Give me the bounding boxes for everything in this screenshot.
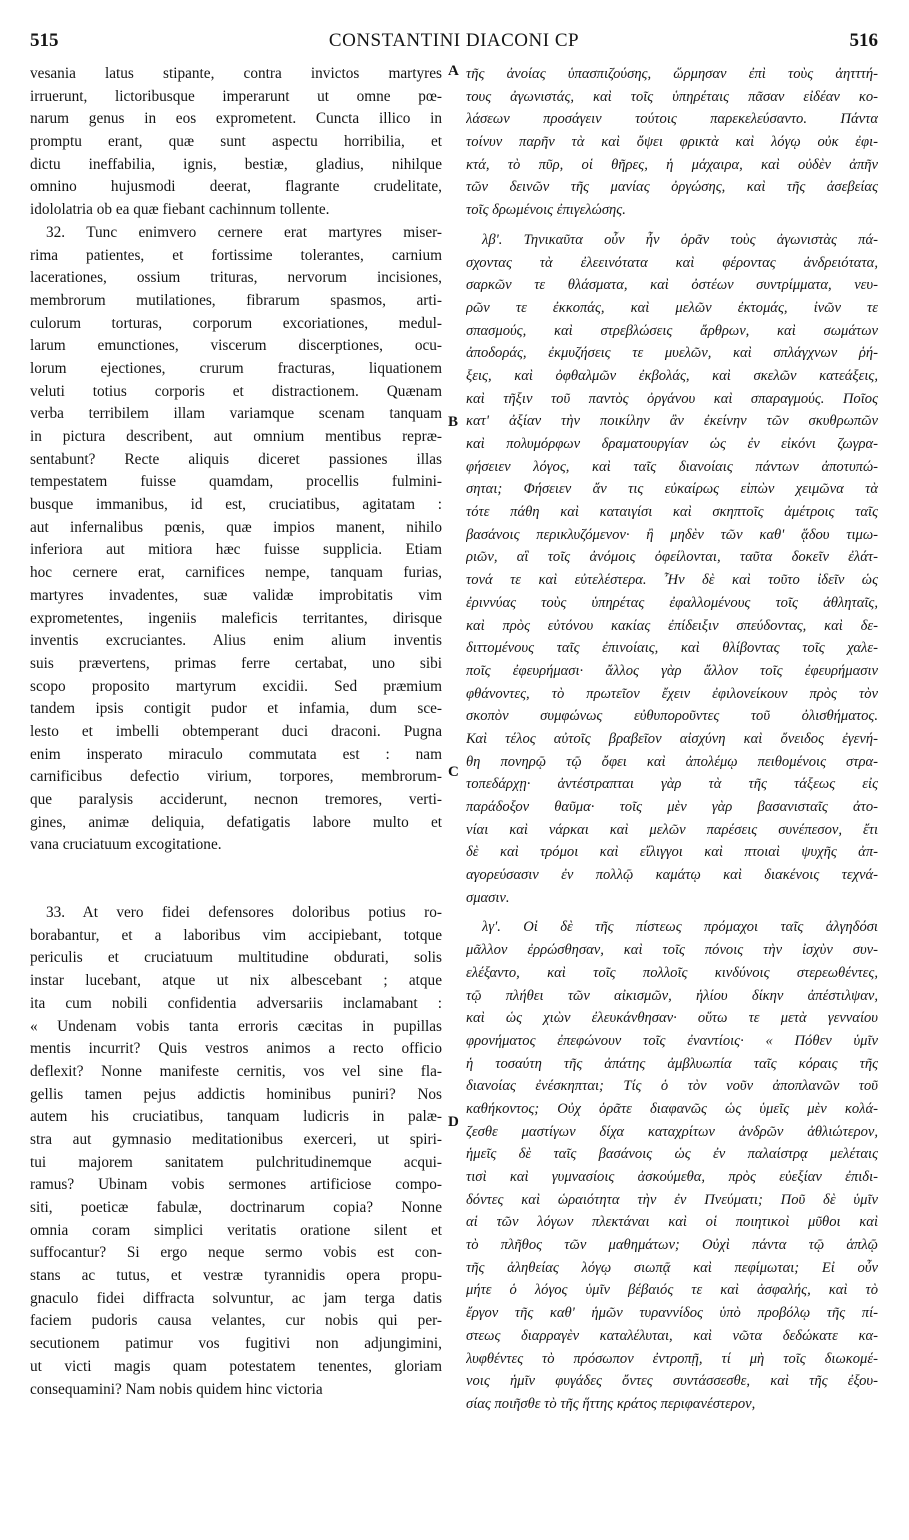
text-line: ut victi magis quam potestatem tenentes, gloriam — [30, 1357, 442, 1375]
text-line: διττομένους ταῖς ἐπινοίαις, καὶ θλίβοντας τοῖς χαλε- — [466, 640, 878, 657]
greek-paragraph-33 — [466, 916, 878, 1415]
page-number-left: 515 — [30, 30, 59, 51]
text-line: hoc cernere erat, carnifices nempe, tanquam furias, — [30, 564, 442, 582]
text-line: borabantur, et a laboribus vim accipiebant, totque — [30, 926, 442, 944]
text-line: στεως διαρραγὲν καταλέλυται, καὶ νῶτα δεδώκατε κα- — [466, 1327, 878, 1344]
text-line: σμασιν. — [466, 889, 510, 906]
text-line: λάσεων προσάγειν τούτοις παρεκελεύσαντο. Πάντα — [466, 111, 878, 128]
text-line: stans ac tutus, et vestræ tyrannidis opera propu- — [30, 1267, 442, 1285]
text-line: καὶ τῆξιν τοῦ παντὸς ὀργάνου καὶ σπαραγμούς. Ποῖος — [466, 390, 878, 407]
text-line: ἀποδοράς, ἐκμυζήσεις τε μυελῶν, καὶ σπλάγχνων ῥή- — [466, 345, 878, 362]
text-line: Καὶ τέλος αὐτοῖς βραβεῖον αἰσχύνη καὶ ὄνειδος ἐγενή- — [466, 730, 878, 747]
text-line: tui majorem sanitatem pulchritudinemque acqui- — [30, 1153, 442, 1171]
text-line: larum emunctiones, viscerum discerptiones, ocu- — [30, 337, 442, 355]
text-line: λγ'. Οἱ δὲ τῆς πίστεως πρόμαχοι ταῖς ἀλγηδόσι — [482, 919, 878, 936]
text-line: δὲ καὶ τρόμοι καὶ εἴλιγγοι καὶ πτοιαὶ ψυχῆς ἀπ- — [466, 844, 878, 861]
paragraph-gap — [466, 222, 878, 229]
text-line: ἡ τοσαύτη τῆς ἀπάτης ἀμβλυωπία ταῖς κόραις τῆς — [466, 1055, 878, 1072]
text-line: omnino hujusmodi deerat, flagrante crudelitate, — [30, 178, 442, 196]
text-line: ποῖς ἐφευρήμασι· ἄλλος γὰρ ἄλλον τοῖς ἐφευρήμασιν — [466, 662, 878, 679]
text-line: exprometentes, ingeniis maleficis territantes, dirisque — [30, 609, 442, 627]
text-line: φήσειεν λόγος, καὶ ταῖς διανοίαις πάντων ἀποτυπώ- — [466, 458, 878, 475]
section-marker-b: B — [448, 414, 459, 430]
text-line: τισὶ καὶ γυμνασίοις ἀσκούμεθα, πρὸς εὐεξίαν ἐπιδι- — [466, 1169, 878, 1185]
text-line: θη πονηρῷ τῷ ὄφει καὶ ἀπολέμῳ πειθομένοις στρα- — [466, 753, 878, 770]
text-line: σπασμούς, καὶ στρεβλώσεις ἄρθρων, καὶ σωμάτων — [466, 322, 878, 339]
text-line: σαρκῶν τε θλάσματα, καὶ ὀστέων συντρίμματα, νευ- — [466, 277, 878, 294]
text-line: βασάνοις περικλυζόμενον· ἢ μηδὲν τῶν καθ' ᾅδου τιμω- — [466, 526, 878, 543]
page-number-right: 516 — [849, 30, 878, 51]
text-line: λυφθέντες τὸ πρόσωπον ἐντροπῇ, τί μὴ τοῖς διωκομέ- — [466, 1350, 878, 1367]
paragraph-gap — [466, 909, 878, 916]
text-line: καθήκοντος; Οὐχ ὁρᾶτε διαφανῶς ὡς ὑμεῖς μὲν κολά- — [466, 1100, 878, 1117]
text-line: μᾶλλον ἐρρώσθησαν, καὶ τοῖς πόνοις τὴν ἰσχὺν συν- — [466, 942, 878, 959]
text-line: busque immanibus, id est, cruciatibus, agitatam : — [30, 496, 442, 514]
text-line: ἡμεῖς δὲ ταῖς βασάνοις ὡς ἐν παλαίστρᾳ μελέταις — [466, 1146, 878, 1163]
text-line: ελέξαντο, καὶ τοῖς πολλοῖς κινδύνοις στερεωθέντες, — [466, 964, 878, 981]
text-line: tempestatem fuisse quamdam, procellis fulmini- — [30, 473, 442, 491]
text-line: rima patientes, et fortissime tolerantes, carnium — [30, 246, 442, 264]
text-line: τότε πάθη καὶ καταιγίσι καὶ σκηπτοῖς ἀμέτροις ταῖς — [466, 504, 878, 521]
latin-paragraph-32 — [30, 222, 442, 857]
text-line: καὶ πρὸς εὐτόνου κακίας ἐπίδειξιν σπεύδοντας, καὶ δε- — [466, 617, 878, 634]
text-line: τῶν δεινῶν τῆς μανίας ὀργώσης, καὶ τῆς ἀσεβείας — [466, 179, 878, 196]
text-line: enim insperato miraculo commutata est : nam — [30, 745, 442, 763]
text-line: inventis excruciantes. Alius enim alium inventis — [30, 632, 442, 650]
text-line: σκοπὸν συμφώνως εὐθυποροῦντες τοῦ ὀλισθήματος. — [466, 708, 878, 725]
text-line: παράδοξον θαῦμα· τοῖς μὲν γὰρ βασανισταῖς ἀτο- — [466, 799, 878, 815]
text-line: ramus? Ubinam vobis sermones artificiose compo- — [30, 1176, 442, 1194]
text-line: σίας ποιῆσθε τὸ τῆς ἥττης κράτος περιφανέστερον, — [466, 1395, 756, 1412]
text-line: inferiora aut mitiora hæc fuisse supplicia. Etiam — [30, 541, 442, 559]
greek-paragraph-32 — [466, 229, 878, 910]
text-line: idololatria ob ea quæ fiebant cachinnum tollente. — [30, 201, 330, 219]
text-line: aut infernalibus pœnis, quæ impios manent, nihilo — [30, 518, 442, 536]
text-line: gellis tamen pejus addictis hominibus puniri? Nos — [30, 1085, 442, 1103]
text-line: siti, poeticæ fabulæ, doctrinarum copia? Nonne — [30, 1199, 442, 1216]
text-line: verba terribilem illam variamque scenam tanquam — [30, 405, 442, 423]
latin-column — [30, 63, 442, 1401]
text-line: ita cum nobili confidentia adversariis inclamabant : — [30, 994, 442, 1012]
text-line: vesania latus stipante, contra invictos martyres — [30, 65, 442, 82]
latin-paragraph-33 — [30, 902, 442, 1401]
text-line: « Undenam vobis tanta erroris cæcitas in pupillas — [30, 1017, 442, 1035]
text-line: λβ'. Τηνικαῦτα οὖν ἦν ὁρᾶν τοὺς ἀγωνιστὰς πά- — [482, 231, 878, 248]
text-line: faciem pudoris causa velantes, cur nobis qui per- — [30, 1312, 442, 1330]
text-line: in pictura describent, aut omnium mentibus repræ- — [30, 428, 442, 445]
text-line: lacerationes, ossium trituras, nervorum incisiones, — [30, 269, 442, 287]
text-line: vana cruciatuum excogitatione. — [30, 836, 222, 854]
text-line: scopo proposito martyrum excidii. Sed præmium — [30, 677, 442, 695]
section-marker-d: D — [448, 1114, 459, 1130]
text-line: suis prævertens, primas ferre certabat, uno sibi — [30, 654, 442, 672]
text-line: instar lucebant, atque ut nix albescebant ; atque — [30, 972, 442, 990]
text-line: αἱ τῶν λόγων πλεκτάναι καὶ οἱ ποιητικοὶ μῦθοι καὶ — [466, 1214, 878, 1231]
text-line: martyres invadentes, suæ validæ improbitatis vim — [30, 586, 442, 604]
text-line: carnificibus defectio virium, torpores, membrorum- — [30, 768, 442, 786]
text-line: narum genus in eos exprometent. Cuncta illico in — [30, 110, 442, 128]
text-line: ριῶν, αἳ τοῖς ἀνόμοις ὀφείλονται, ταῦτα δοκεῖν ἐλάτ- — [466, 549, 878, 566]
text-line: τὸ πλῆθος τῶν μαθημάτων; Οὐχὶ πάντα τῷ ἁπλῷ — [466, 1237, 878, 1254]
text-line: lesto et imbelli obtemperant duci draconi. Pugna — [30, 722, 442, 740]
text-line: periculis et cruciatuum multitudine obdurati, solis — [30, 949, 442, 967]
text-line: gines, animæ deliquia, defatigatis labore multo et — [30, 813, 442, 831]
running-title: CONSTANTINI DIACONI CP — [328, 30, 580, 51]
text-line: veluti totius corporis et distractionem. Quænam — [30, 382, 442, 400]
text-line: 33. At vero fidei defensores doloribus potius ro- — [46, 904, 442, 922]
text-line: τῆς ἀληθείας λόγῳ σιωπᾷ καὶ πεφίμωται; Εἰ οὖν — [466, 1259, 878, 1276]
text-line: 32. Tunc enimvero cernere erat martyres miser- — [46, 223, 442, 241]
text-line: gnaculo fidei diffracta solvuntur, ac jam terga datis — [30, 1289, 442, 1307]
text-line: culorum torturas, corporum excoriationes, medul- — [30, 314, 442, 332]
text-line: τοῖς δρωμένοις ἐπιγελώσης. — [466, 202, 626, 219]
text-line: τους ἀγωνιστάς, καὶ τοῖς ὑπηρέταις πᾶσαν εἰδέαν κο- — [466, 88, 878, 105]
section-marker-a: A — [448, 63, 459, 79]
text-line: ἔργον τῆς καθ' ἡμῶν τυραννίδος ὑπὸ προβόλῳ τῆς πί- — [466, 1305, 878, 1322]
text-line: φρονήματος ἐπεφώνουν τοῖς ἐναντίοις· « Πόθεν ὑμῖν — [466, 1032, 878, 1049]
text-line: σηται; Φήσειεν ἄν τις εὐκαίρως εἰπὼν χειμῶνα τὰ — [466, 481, 878, 498]
text-line: deflexit? Nonne manifeste cernitis, vos vel sine fla- — [30, 1062, 442, 1080]
text-line: omnia coram simplici veritatis oratione silent et — [30, 1221, 442, 1239]
text-line: lorum ejectiones, crurum fracturas, liquationem — [30, 359, 442, 377]
running-header — [30, 30, 878, 58]
text-line: καὶ πολυμόρφων δραματουργίαν ὡς ἐν εἰκόνι ζωγρα- — [466, 436, 878, 452]
text-line: dictu ineffabilia, ignis, bestiæ, gladius, nihilque — [30, 155, 442, 173]
text-line: καὶ ὡς χιὼν ἐλευκάνθησαν· οὕτω τε μετὰ γενναίου — [466, 1010, 878, 1027]
text-line: membrorum mutilationes, fibrarum spasmos, arti- — [30, 291, 442, 309]
text-line: αγορεύσασιν ἐν πολλῷ καμάτῳ καὶ διακένοις τεχνά- — [466, 867, 878, 884]
text-line: stra aut gymnasio meditationibus exerceri, ut spiri- — [30, 1130, 442, 1148]
text-line: ξεις, καὶ ὀφθαλμῶν ἐκβολάς, καὶ σκελῶν κατεάξεις, — [466, 367, 878, 384]
text-line: tandem ipsis contigit pudor et infamia, dum sce- — [30, 700, 442, 718]
section-marker-c: C — [448, 764, 459, 780]
text-line: σχοντας τὰ ἐλεεινότατα καὶ φέροντας ἀνδρειότατα, — [466, 254, 878, 271]
text-line: ρῶν τε ἐκκοπάς, καὶ μελῶν ἐκτομάς, ἰνῶν τε — [466, 299, 878, 316]
text-line: que paralysis acciderunt, necnon tremores, verti- — [30, 791, 442, 808]
greek-paragraph-31-end — [466, 63, 878, 222]
text-line: ἐριννύας τοὺς ὑπηρέτας ἐφαλλομένους τοῖς ἀθληταῖς, — [466, 594, 878, 611]
text-line: irruerunt, lictoribusque imperarunt ut omne pœ- — [30, 87, 442, 105]
text-line: consequamini? Nam nobis quidem hinc victoria — [30, 1380, 323, 1398]
latin-paragraph-31-end — [30, 63, 442, 222]
text-line: secutionem patimur vos fugitivi non adjungimini, — [30, 1335, 442, 1353]
greek-column — [466, 63, 878, 1416]
text-line: νοις ἡμῖν φυγάδες ὄντες συντάσσεσθε, καὶ τῆς ἐξου- — [466, 1373, 878, 1390]
text-line: τῆς ἀνοίας ὑπασπιζούσης, ὥρμησαν ἐπὶ τοὺς ἀητττή- — [466, 66, 878, 82]
text-line: mentis incurrit? Quis vestros animos a recto officio — [30, 1040, 442, 1058]
text-line: sentabunt? Recte aliquis diceret passiones illas — [30, 450, 442, 468]
text-line: μήτε ὁ λόγος ὑμῖν βέβαιός τε καὶ ἀσφαλής, καὶ τὸ — [466, 1282, 878, 1299]
text-line: κτά, τὸ πῦρ, οἱ θῆρες, ἡ μάχαιρα, καὶ οὐδὲν ἀπῆν — [466, 156, 878, 173]
paragraph-gap — [30, 857, 442, 902]
text-line: διανοίας ἐνέσκηπται; Τίς ὁ τὸν νοῦν ἀποπλανῶν τοῦ — [466, 1078, 878, 1095]
text-line: τονά τε καὶ εὐτελέστερα. Ἦν δὲ καὶ τοῦτο ἰδεῖν ὡς — [466, 572, 878, 589]
text-line: ζεσθε μαστίγων δίχα καταχρίτων ἀνδρῶν ἀθλιώτερον, — [466, 1123, 878, 1140]
text-line: τῷ πλήθει τῶν αἰκισμῶν, ἡλίου δίκην ἀπέστιλψαν, — [466, 987, 878, 1004]
text-line: κατ' ἀξίαν τὴν ποικίλην ἂν ἐκείνην τῶν σκυθρωπῶν — [466, 413, 878, 430]
text-line: suffocantur? Si ergo neque sermo vobis est con- — [30, 1244, 442, 1262]
text-line: τοίνυν παρῆν τὰ καὶ ὄψει φρικτὰ καὶ λόγῳ οὐκ ἐφι- — [466, 134, 878, 151]
text-line: autem his cruciatibus, tanquam ludicris in palæ- — [30, 1108, 442, 1126]
text-line: δόντες καὶ ὡραιότητα τὴν ἐν Πνεύματι; Ποῦ δὲ ὑμῖν — [466, 1191, 878, 1208]
text-line: promptu erant, quæ sunt aspectu horribilia, et — [30, 133, 442, 151]
text-line: νίαι καὶ νάρκαι καὶ μελῶν παρέσεις συνέπεσον, ἔτι — [466, 821, 878, 838]
text-line: φθάνοντες, τὸ πρωτεῖον ἔχειν ἐφιλονείκουν πρὸς τὸν — [466, 685, 878, 702]
text-line: τοπεδάρχῃ· ἀντέστραπται γὰρ τὰ τῆς τάξεως εἰς — [466, 776, 878, 793]
